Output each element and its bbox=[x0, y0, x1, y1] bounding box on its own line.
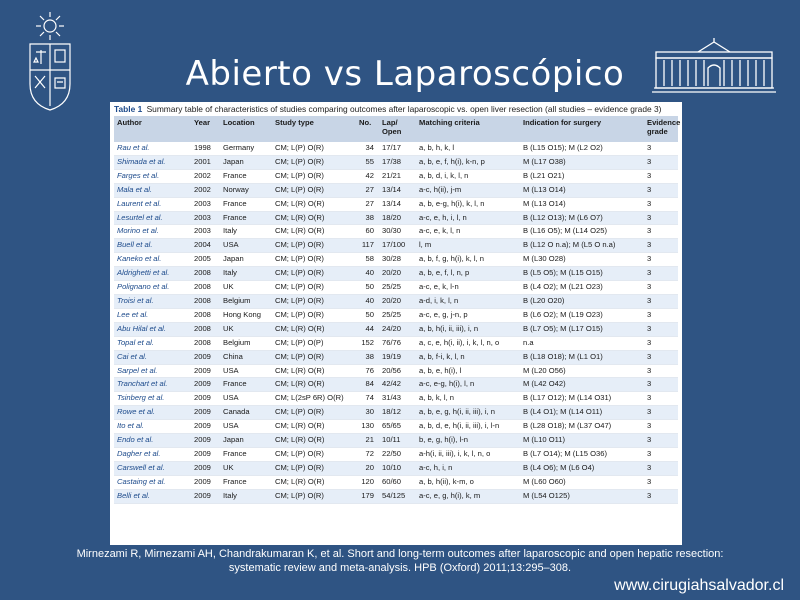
table-cell: 25/25 bbox=[379, 308, 416, 322]
table-cell: M (L42 O42) bbox=[520, 378, 644, 392]
table-cell: CM; L(R) O(R) bbox=[272, 225, 356, 239]
table-cell: 2002 bbox=[191, 169, 220, 183]
table-cell: 40 bbox=[356, 267, 379, 281]
table-cell: 25/25 bbox=[379, 281, 416, 295]
table-cell: 2003 bbox=[191, 225, 220, 239]
table-cell: 3 bbox=[644, 461, 678, 475]
table-row bbox=[114, 142, 678, 155]
table-cell: B (L4 O1); M (L14 O11) bbox=[520, 406, 644, 420]
column-header: Lap/ Open bbox=[379, 116, 416, 142]
table-cell: a-c, e, k, l, n bbox=[416, 225, 520, 239]
table-cell: Kaneko et al. bbox=[114, 253, 191, 267]
table-cell: Canada bbox=[220, 406, 272, 420]
table-cell: M (L54 O125) bbox=[520, 489, 644, 503]
table-cell: USA bbox=[220, 239, 272, 253]
table-cell: 21 bbox=[356, 434, 379, 448]
table-cell: b, e, g, h(i), l-n bbox=[416, 434, 520, 448]
table-cell: B (L28 O18); M (L37 O47) bbox=[520, 420, 644, 434]
table-cell: CM; L(R) O(R) bbox=[272, 197, 356, 211]
table-cell: Norway bbox=[220, 183, 272, 197]
table-cell: CM; L(P) O(R) bbox=[272, 267, 356, 281]
table-cell: CM; L(P) O(R) bbox=[272, 447, 356, 461]
table-cell: Tranchart et al. bbox=[114, 378, 191, 392]
table-cell: 31/43 bbox=[379, 392, 416, 406]
table-cell: a, b, f-i, k, l, n bbox=[416, 350, 520, 364]
table-cell: M (L10 O11) bbox=[520, 434, 644, 448]
column-header: Location bbox=[220, 116, 272, 142]
table-cell: 2009 bbox=[191, 350, 220, 364]
table-cell: CM; L(R) O(R) bbox=[272, 322, 356, 336]
table-cell: 3 bbox=[644, 420, 678, 434]
table-cell: CM; L(P) O(R) bbox=[272, 489, 356, 503]
column-header: Year bbox=[191, 116, 220, 142]
table-row bbox=[114, 183, 678, 197]
table-cell: 76/76 bbox=[379, 336, 416, 350]
table-cell: USA bbox=[220, 392, 272, 406]
table-cell: B (L20 O20) bbox=[520, 294, 644, 308]
table-cell: 3 bbox=[644, 308, 678, 322]
table-cell: 2008 bbox=[191, 322, 220, 336]
table-cell: 3 bbox=[644, 253, 678, 267]
table-cell: B (L12 O n.a); M (L5 O n.a) bbox=[520, 239, 644, 253]
table-cell: 27 bbox=[356, 183, 379, 197]
table-cell: 3 bbox=[644, 322, 678, 336]
table-cell: B (L7 O14); M (L15 O36) bbox=[520, 447, 644, 461]
table-cell: Castaing et al. bbox=[114, 475, 191, 489]
citation bbox=[0, 547, 800, 575]
table-cell: 74 bbox=[356, 392, 379, 406]
table-cell: 24/20 bbox=[379, 322, 416, 336]
table-cell: a, b, e, f, l, n, p bbox=[416, 267, 520, 281]
table-cell: 19/19 bbox=[379, 350, 416, 364]
table-cell: B (L6 O2); M (L19 O23) bbox=[520, 308, 644, 322]
table-cell: CM; L(R) O(R) bbox=[272, 434, 356, 448]
table-cell: 2003 bbox=[191, 197, 220, 211]
table-cell: 3 bbox=[644, 211, 678, 225]
table-row bbox=[114, 350, 678, 364]
university-crest-logo bbox=[24, 12, 76, 112]
table-cell: B (L12 O13); M (L6 O7) bbox=[520, 211, 644, 225]
table-cell: Lee et al. bbox=[114, 308, 191, 322]
table-cell: Buell et al. bbox=[114, 239, 191, 253]
table-label: Table 1 bbox=[114, 104, 143, 114]
table-cell: UK bbox=[220, 322, 272, 336]
table-cell: B (L15 O15); M (L2 O2) bbox=[520, 142, 644, 155]
column-header: Evidence grade bbox=[644, 116, 678, 142]
table-cell: 117 bbox=[356, 239, 379, 253]
table-cell: 30 bbox=[356, 406, 379, 420]
table-row bbox=[114, 392, 678, 406]
table-cell: Troisi et al. bbox=[114, 294, 191, 308]
table-cell: Japan bbox=[220, 434, 272, 448]
table-row bbox=[114, 239, 678, 253]
table-cell: 30/28 bbox=[379, 253, 416, 267]
table-cell: UK bbox=[220, 461, 272, 475]
table-cell: Morino et al. bbox=[114, 225, 191, 239]
table-cell: 3 bbox=[644, 155, 678, 169]
table-cell: Italy bbox=[220, 489, 272, 503]
table-cell: a, c, e, h(i, ii), i, k, l, n, o bbox=[416, 336, 520, 350]
table-row bbox=[114, 406, 678, 420]
table-cell: 3 bbox=[644, 294, 678, 308]
table-row bbox=[114, 434, 678, 448]
table-cell: 3 bbox=[644, 406, 678, 420]
table-cell: UK bbox=[220, 281, 272, 295]
table-cell: M (L13 O14) bbox=[520, 183, 644, 197]
table-cell: Rau et al. bbox=[114, 142, 191, 155]
table-cell: CM; L(R) O(R) bbox=[272, 420, 356, 434]
table-row bbox=[114, 294, 678, 308]
table-cell: Tsinberg et al. bbox=[114, 392, 191, 406]
column-header: Author bbox=[114, 116, 191, 142]
table-cell: CM; L(P) O(R) bbox=[272, 308, 356, 322]
table-cell: B (L4 O6); M (L6 O4) bbox=[520, 461, 644, 475]
table-cell: 2009 bbox=[191, 364, 220, 378]
table-cell: 40 bbox=[356, 294, 379, 308]
table-cell: 65/65 bbox=[379, 420, 416, 434]
table-cell: France bbox=[220, 197, 272, 211]
table-cell: 3 bbox=[644, 142, 678, 155]
table-cell: l, m bbox=[416, 239, 520, 253]
table-cell: Belli et al. bbox=[114, 489, 191, 503]
table-cell: 2005 bbox=[191, 253, 220, 267]
table-cell: Italy bbox=[220, 225, 272, 239]
table-cell: 76 bbox=[356, 364, 379, 378]
table-cell: CM; L(P) O(R) bbox=[272, 294, 356, 308]
table-cell: 1998 bbox=[191, 142, 220, 155]
table-cell: 44 bbox=[356, 322, 379, 336]
table-row bbox=[114, 322, 678, 336]
table-cell: Germany bbox=[220, 142, 272, 155]
table-cell: 30/30 bbox=[379, 225, 416, 239]
table-cell: a-c, e, g, h(i), k, m bbox=[416, 489, 520, 503]
table-cell: 27 bbox=[356, 197, 379, 211]
table-cell: 2009 bbox=[191, 378, 220, 392]
table-cell: 179 bbox=[356, 489, 379, 503]
table-cell: 130 bbox=[356, 420, 379, 434]
table-cell: 2009 bbox=[191, 461, 220, 475]
table-cell: 58 bbox=[356, 253, 379, 267]
table-cell: 3 bbox=[644, 183, 678, 197]
table-cell: 2009 bbox=[191, 392, 220, 406]
table-cell: 38 bbox=[356, 211, 379, 225]
table-cell: 2004 bbox=[191, 239, 220, 253]
table-row bbox=[114, 211, 678, 225]
table-row bbox=[114, 267, 678, 281]
table-cell: 2009 bbox=[191, 406, 220, 420]
table-cell: B (L17 O12); M (L14 O31) bbox=[520, 392, 644, 406]
table-cell: a, b, e, f, h(i), k-n, p bbox=[416, 155, 520, 169]
table-cell: 84 bbox=[356, 378, 379, 392]
table-cell: Aldrighetti et al. bbox=[114, 267, 191, 281]
table-cell: a-h(i, ii, iii), i, k, l, n, o bbox=[416, 447, 520, 461]
table-cell: M (L30 O28) bbox=[520, 253, 644, 267]
table-cell: a, b, d, i, k, l, n bbox=[416, 169, 520, 183]
studies-table bbox=[114, 116, 681, 504]
table-cell: 3 bbox=[644, 281, 678, 295]
table-cell: a, b, h, k, l bbox=[416, 142, 520, 155]
table-cell: Shimada et al. bbox=[114, 155, 191, 169]
table-cell: 3 bbox=[644, 225, 678, 239]
table-cell: 2009 bbox=[191, 475, 220, 489]
table-cell: a, b, h(i, ii, iii), i, n bbox=[416, 322, 520, 336]
table-cell: USA bbox=[220, 420, 272, 434]
table-cell: Farges et al. bbox=[114, 169, 191, 183]
table-cell: n.a bbox=[520, 336, 644, 350]
column-header: Study type bbox=[272, 116, 356, 142]
table-cell: 3 bbox=[644, 350, 678, 364]
summary-table-card bbox=[110, 102, 682, 545]
table-cell: 10/10 bbox=[379, 461, 416, 475]
table-cell: CM; L(P) O(R) bbox=[272, 239, 356, 253]
table-cell: a-c, e, h, i, l, n bbox=[416, 211, 520, 225]
website-url: www.cirugiahsalvador.cl bbox=[614, 577, 784, 594]
table-row bbox=[114, 308, 678, 322]
table-body bbox=[114, 142, 678, 503]
table-cell: Sarpel et al. bbox=[114, 364, 191, 378]
table-cell: 13/14 bbox=[379, 197, 416, 211]
table-cell: 38 bbox=[356, 350, 379, 364]
table-row bbox=[114, 281, 678, 295]
table-cell: a, b, k, l, n bbox=[416, 392, 520, 406]
hospital-building-logo bbox=[652, 38, 776, 98]
table-cell: Japan bbox=[220, 155, 272, 169]
table-cell: Japan bbox=[220, 253, 272, 267]
table-header-row bbox=[114, 116, 678, 142]
table-row bbox=[114, 155, 678, 169]
table-row bbox=[114, 447, 678, 461]
table-cell: Belgium bbox=[220, 336, 272, 350]
table-cell: 42 bbox=[356, 169, 379, 183]
table-cell: 42/42 bbox=[379, 378, 416, 392]
table-caption bbox=[114, 104, 678, 114]
table-cell: 17/17 bbox=[379, 142, 416, 155]
table-cell: 3 bbox=[644, 378, 678, 392]
table-cell: B (L7 O5); M (L17 O15) bbox=[520, 322, 644, 336]
table-cell: CM; L(P) O(R) bbox=[272, 169, 356, 183]
table-cell: 17/100 bbox=[379, 239, 416, 253]
column-header: No. bbox=[356, 116, 379, 142]
table-cell: France bbox=[220, 169, 272, 183]
table-cell: 21/21 bbox=[379, 169, 416, 183]
table-cell: 120 bbox=[356, 475, 379, 489]
table-cell: Laurent et al. bbox=[114, 197, 191, 211]
table-cell: 2003 bbox=[191, 211, 220, 225]
table-cell: CM; L(R) O(R) bbox=[272, 364, 356, 378]
table-cell: 2008 bbox=[191, 294, 220, 308]
table-cell: 17/38 bbox=[379, 155, 416, 169]
table-cell: 50 bbox=[356, 281, 379, 295]
table-row bbox=[114, 225, 678, 239]
table-cell: 3 bbox=[644, 392, 678, 406]
table-cell: Hong Kong bbox=[220, 308, 272, 322]
table-cell: B (L16 O5); M (L14 O25) bbox=[520, 225, 644, 239]
table-cell: 18/20 bbox=[379, 211, 416, 225]
table-cell: a-c, e, g, j-n, p bbox=[416, 308, 520, 322]
table-cell: 55 bbox=[356, 155, 379, 169]
table-row bbox=[114, 169, 678, 183]
table-cell: Abu Hilal et al. bbox=[114, 322, 191, 336]
table-cell: 72 bbox=[356, 447, 379, 461]
table-cell: Cai et al. bbox=[114, 350, 191, 364]
table-cell: 3 bbox=[644, 336, 678, 350]
table-cell: 2002 bbox=[191, 183, 220, 197]
table-cell: Carswell et al. bbox=[114, 461, 191, 475]
table-cell: 2009 bbox=[191, 420, 220, 434]
table-cell: France bbox=[220, 211, 272, 225]
table-cell: M (L60 O60) bbox=[520, 475, 644, 489]
table-row bbox=[114, 420, 678, 434]
table-cell: Ito et al. bbox=[114, 420, 191, 434]
column-header: Indication for surgery bbox=[520, 116, 644, 142]
table-cell: M (L20 O56) bbox=[520, 364, 644, 378]
table-cell: 20/56 bbox=[379, 364, 416, 378]
table-cell: 13/14 bbox=[379, 183, 416, 197]
citation-line-1: Mirnezami R, Mirnezami AH, Chandrakumaran K, et al. Short and long-term outcomes after laparoscopic and open hepatic resection: bbox=[76, 548, 724, 560]
table-cell: Endo et al. bbox=[114, 434, 191, 448]
table-cell: France bbox=[220, 447, 272, 461]
table-cell: 10/11 bbox=[379, 434, 416, 448]
table-cell: 2008 bbox=[191, 308, 220, 322]
table-cell: 20/20 bbox=[379, 294, 416, 308]
table-row bbox=[114, 489, 678, 503]
table-cell: 20/20 bbox=[379, 267, 416, 281]
table-cell: 3 bbox=[644, 197, 678, 211]
table-cell: Topal et al. bbox=[114, 336, 191, 350]
table-cell: CM; L(P) O(R) bbox=[272, 183, 356, 197]
table-cell: a, b, e, g, h(i, ii, iii), i, n bbox=[416, 406, 520, 420]
table-cell: CM; L(P) O(R) bbox=[272, 461, 356, 475]
table-cell: France bbox=[220, 378, 272, 392]
table-cell: 3 bbox=[644, 267, 678, 281]
table-cell: M (L17 O38) bbox=[520, 155, 644, 169]
table-cell: 2009 bbox=[191, 447, 220, 461]
table-cell: 3 bbox=[644, 434, 678, 448]
table-cell: CM; L(P) O(R) bbox=[272, 281, 356, 295]
table-cell: B (L21 O21) bbox=[520, 169, 644, 183]
table-cell: Lesurtel et al. bbox=[114, 211, 191, 225]
table-cell: USA bbox=[220, 364, 272, 378]
table-cell: Belgium bbox=[220, 294, 272, 308]
table-cell: CM; L(P) O(R) bbox=[272, 406, 356, 420]
table-cell: 20 bbox=[356, 461, 379, 475]
table-cell: CM; L(2sP 6R) O(R) bbox=[272, 392, 356, 406]
slide-title: Abierto vs Laparoscópico bbox=[185, 54, 625, 94]
table-row bbox=[114, 197, 678, 211]
table-cell: Italy bbox=[220, 267, 272, 281]
table-cell: 2009 bbox=[191, 489, 220, 503]
table-cell: a-d, i, k, l, n bbox=[416, 294, 520, 308]
table-cell: CM; L(R) O(R) bbox=[272, 378, 356, 392]
table-cell: 2008 bbox=[191, 336, 220, 350]
table-cell: a, b, e-g, h(i), k, l, n bbox=[416, 197, 520, 211]
table-cell: a-c, h, i, n bbox=[416, 461, 520, 475]
citation-line-2: systematic review and meta-analysis. HPB (Oxford) 2011;13:295–308. bbox=[228, 562, 572, 574]
table-cell: 152 bbox=[356, 336, 379, 350]
table-cell: B (L4 O2); M (L21 O23) bbox=[520, 281, 644, 295]
table-row bbox=[114, 253, 678, 267]
table-cell: Rowe et al. bbox=[114, 406, 191, 420]
table-cell: CM; L(P) O(R) bbox=[272, 350, 356, 364]
table-cell: CM; L(P) O(R) bbox=[272, 155, 356, 169]
table-cell: 60 bbox=[356, 225, 379, 239]
table-cell: 3 bbox=[644, 169, 678, 183]
table-cell: M (L13 O14) bbox=[520, 197, 644, 211]
table-cell: 60/60 bbox=[379, 475, 416, 489]
table-cell: CM; L(P) O(P) bbox=[272, 336, 356, 350]
table-cell: 50 bbox=[356, 308, 379, 322]
table-cell: B (L5 O5); M (L15 O15) bbox=[520, 267, 644, 281]
table-cell: Dagher et al. bbox=[114, 447, 191, 461]
table-cell: 22/50 bbox=[379, 447, 416, 461]
table-cell: China bbox=[220, 350, 272, 364]
table-cell: France bbox=[220, 475, 272, 489]
table-cell: a, b, d, e, h(i, ii, iii), i, l-n bbox=[416, 420, 520, 434]
table-cell: 3 bbox=[644, 447, 678, 461]
table-row bbox=[114, 336, 678, 350]
table-row bbox=[114, 378, 678, 392]
table-cell: CM; L(P) O(R) bbox=[272, 142, 356, 155]
table-cell: a-c, e-g, h(i), l, n bbox=[416, 378, 520, 392]
table-cell: a, b, e, h(i), l bbox=[416, 364, 520, 378]
table-cell: Mala et al. bbox=[114, 183, 191, 197]
table-row bbox=[114, 461, 678, 475]
table-cell: Polignano et al. bbox=[114, 281, 191, 295]
table-cell: a-c, e, k, l-n bbox=[416, 281, 520, 295]
table-cell: 2008 bbox=[191, 267, 220, 281]
table-cell: 54/125 bbox=[379, 489, 416, 503]
table-cell: 18/12 bbox=[379, 406, 416, 420]
table-cell: 3 bbox=[644, 475, 678, 489]
table-cell: 2001 bbox=[191, 155, 220, 169]
table-cell: CM; L(R) O(R) bbox=[272, 211, 356, 225]
table-cell: a, b, f, g, h(i), k, l, n bbox=[416, 253, 520, 267]
table-row bbox=[114, 364, 678, 378]
table-cell: CM; L(P) O(R) bbox=[272, 253, 356, 267]
table-cell: a, b, h(ii), k-m, o bbox=[416, 475, 520, 489]
table-cell: B (L18 O18); M (L1 O1) bbox=[520, 350, 644, 364]
table-cell: a-c, h(ii), j-m bbox=[416, 183, 520, 197]
table-cell: 34 bbox=[356, 142, 379, 155]
table-cell: 3 bbox=[644, 239, 678, 253]
table-cell: 3 bbox=[644, 489, 678, 503]
table-cell: CM; L(R) O(R) bbox=[272, 475, 356, 489]
table-row bbox=[114, 475, 678, 489]
table-caption-text: Summary table of characteristics of studies comparing outcomes after laparoscopic vs. open liver resection (all studies – evidence grade 3) bbox=[146, 104, 662, 114]
column-header: Matching criteria bbox=[416, 116, 520, 142]
table-cell: 2009 bbox=[191, 434, 220, 448]
table-cell: 3 bbox=[644, 364, 678, 378]
table-cell: 2008 bbox=[191, 281, 220, 295]
